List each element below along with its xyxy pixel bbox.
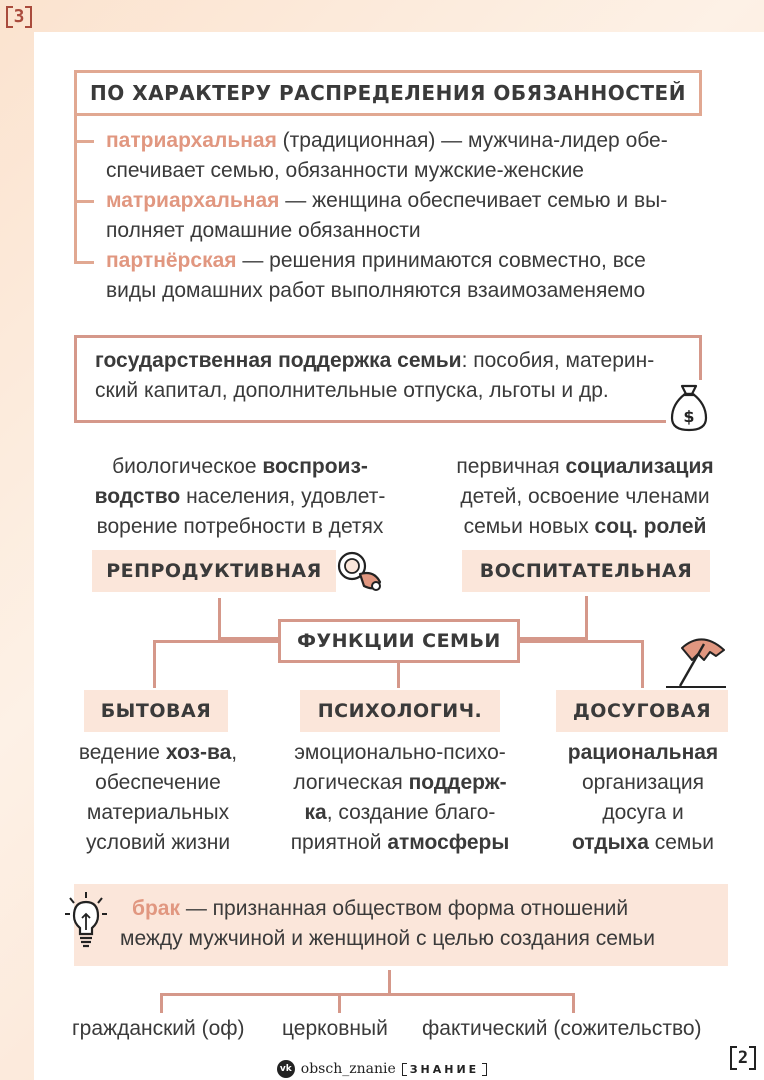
connector-line — [518, 640, 644, 643]
connector-line — [153, 640, 280, 643]
item-text: виды домашних работ выполняются взаимозаменяемо — [106, 279, 646, 302]
connector-line — [160, 993, 575, 996]
term-state-support: государственная поддержка семьи — [95, 349, 462, 372]
desc-text: эмоционально-психо- — [294, 741, 506, 764]
desc-text: , — [231, 741, 238, 764]
tag-reproductive: РЕПРОДУКТИВНАЯ — [92, 550, 336, 592]
term-matriarchal: матриархальная — [106, 189, 280, 212]
pacifier-icon — [336, 548, 386, 594]
connector-line — [218, 598, 221, 638]
marriage-type-civil: гражданский (оф) — [72, 1017, 245, 1040]
connector-line — [153, 640, 156, 688]
lightbulb-icon — [64, 890, 108, 950]
center-functions: ФУНКЦИИ СЕМЬИ — [278, 619, 520, 663]
item-text: полняет домашние обязанности — [106, 219, 421, 242]
connector-line — [160, 993, 163, 1013]
connector-line — [572, 993, 575, 1013]
brand-logo: ЗНАНИЕ — [402, 1063, 487, 1076]
desc-text: организация — [581, 771, 704, 794]
marriage-text: — признанная обществом форма отношений — [180, 897, 629, 920]
desc-text: ворение потребности в детях — [96, 515, 384, 538]
money-bag-icon — [666, 380, 712, 434]
psychological-description — [270, 738, 530, 858]
list-tick — [74, 261, 94, 264]
item-text: — женщина обеспечивает семью и вы- — [279, 189, 668, 212]
desc-bold: рациональная — [567, 741, 719, 764]
desc-text: первичная — [456, 455, 566, 478]
desc-text: населения, удовлет- — [180, 485, 386, 508]
desc-text: логическая — [293, 771, 409, 794]
desc-bold: соц. ролей — [594, 515, 707, 538]
term-patriarchal: патриархальная — [106, 129, 277, 152]
beach-umbrella-icon — [664, 632, 728, 690]
desc-text: детей, освоение членами — [460, 485, 710, 508]
item-text: спечивает семью, обязанности мужские-женские — [106, 159, 584, 182]
desc-bold: воспроиз- — [262, 455, 368, 478]
item-text: (традиционная) — мужчина-лидер обе- — [276, 129, 668, 152]
desc-bold: хоз-ва — [165, 741, 232, 764]
term-marriage: брак — [132, 897, 180, 920]
desc-text: , создание благо- — [326, 801, 496, 824]
list-item-patriarchal — [106, 126, 726, 186]
vk-icon: vk — [277, 1060, 295, 1078]
desc-text: обеспечение — [95, 771, 221, 794]
connector-line — [585, 596, 588, 638]
tag-leisure: ДОСУГОВАЯ — [556, 690, 728, 732]
footer — [0, 1060, 764, 1078]
list-tick — [74, 200, 94, 203]
leisure-description — [546, 738, 740, 858]
desc-bold: отдыха — [571, 831, 649, 854]
household-description — [60, 738, 256, 858]
list-tick — [74, 140, 94, 143]
list-bracket — [74, 116, 98, 264]
svg-text:$: $ — [683, 407, 695, 426]
connector-line — [338, 993, 341, 1013]
desc-bold: социализация — [565, 455, 714, 478]
desc-text: ведение — [78, 741, 166, 764]
reproductive-description — [70, 452, 410, 542]
marriage-definition-box — [74, 884, 728, 966]
connector-line — [397, 662, 400, 688]
page-badge: 3 — [6, 4, 32, 30]
tag-educational: ВОСПИТАТЕЛЬНАЯ — [462, 550, 710, 592]
tag-household: БЫТОВАЯ — [84, 690, 228, 732]
desc-text: условий жизни — [85, 831, 231, 854]
term-partner: партнёрская — [106, 249, 237, 272]
list-item-partner — [106, 246, 726, 306]
marriage-type-church: церковный — [282, 1017, 388, 1040]
state-support-box — [74, 335, 702, 423]
page-number: 2 — [730, 1044, 756, 1072]
educational-description — [430, 452, 740, 542]
desc-text: семьи — [648, 831, 715, 854]
footer-handle: obsch_znanie — [300, 1061, 396, 1077]
section-heading-distribution: ПО ХАРАКТЕРУ РАСПРЕДЕЛЕНИЯ ОБЯЗАННОСТЕЙ — [74, 70, 702, 116]
desc-bold: поддерж- — [408, 771, 507, 794]
desc-bold: атмосферы — [387, 831, 510, 854]
support-text: : пособия, материн- — [461, 349, 655, 372]
list-item-matriarchal — [106, 186, 726, 246]
connector-line — [388, 970, 391, 994]
support-text: ский капитал, дополнительные отпуска, льготы и др. — [95, 379, 609, 402]
desc-text: приятной — [290, 831, 388, 854]
desc-bold: ка — [304, 801, 327, 824]
desc-bold: водство — [94, 485, 181, 508]
desc-text: биологическое — [112, 455, 263, 478]
desc-text: досуга и — [602, 801, 684, 824]
marriage-type-actual: фактический (сожительство) — [422, 1017, 702, 1040]
desc-text: семьи новых — [463, 515, 595, 538]
connector-line — [641, 640, 644, 688]
item-text: — решения принимаются совместно, все — [236, 249, 646, 272]
marriage-text: между мужчиной и женщиной с целью создания семьи — [120, 927, 655, 950]
desc-text: материальных — [86, 801, 230, 824]
tag-psychological: ПСИХОЛОГИЧ. — [300, 690, 500, 732]
